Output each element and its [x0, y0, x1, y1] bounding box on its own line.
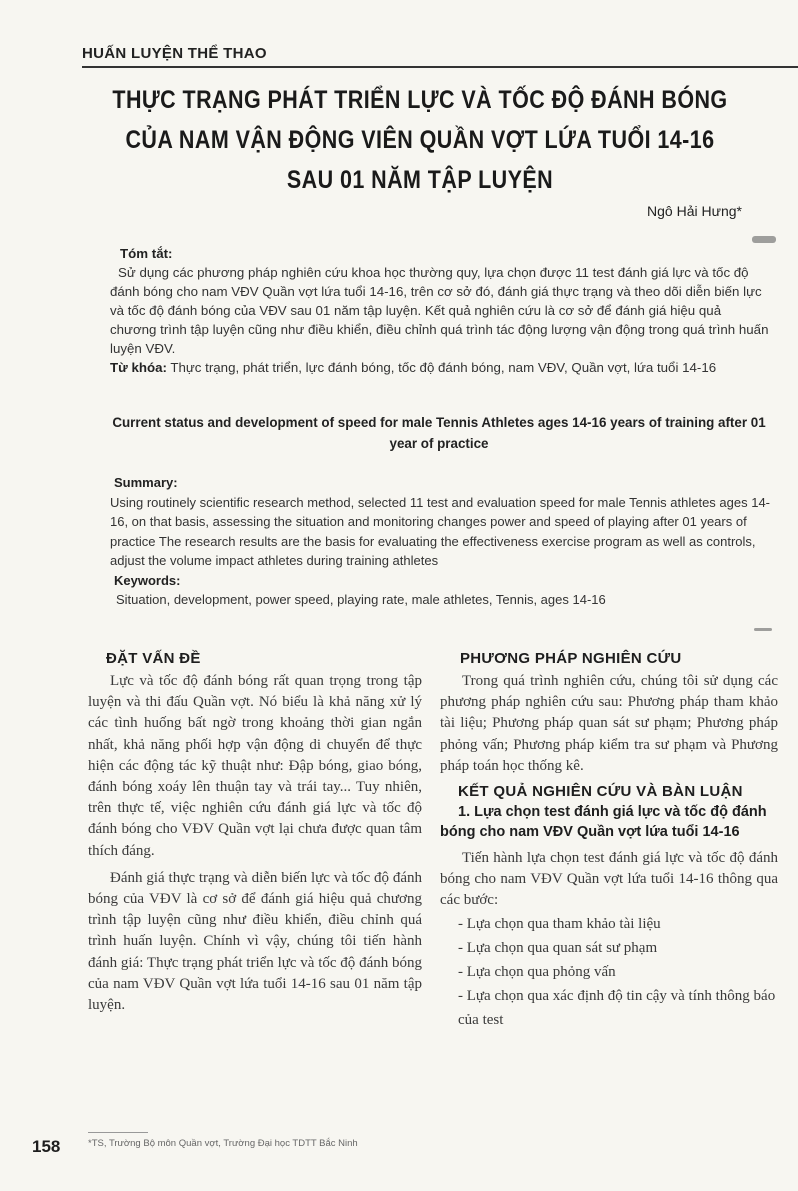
section-heading-methods: PHƯƠNG PHÁP NGHIÊN CỨU — [460, 650, 682, 667]
right-column — [440, 650, 778, 1032]
title-line-2: CỦA NAM VẬN ĐỘNG VIÊN QUẦN VỢT LỨA TUỔI 14-16 — [125, 126, 715, 154]
section-heading-intro: ĐẶT VẤN ĐỀ — [106, 650, 201, 667]
keywords-vi-text: Thực trạng, phát triển, lực đánh bóng, tốc độ đánh bóng, nam VĐV, Quần vợt, lứa tuổi 14-16 — [170, 360, 717, 375]
list-item: - Lựa chọn qua phỏng vấn — [458, 963, 616, 980]
english-title: Current status and development of speed for male Tennis Athletes ages 14-16 years of training after 01 year of practice — [112, 415, 766, 451]
abstract-vi — [110, 244, 770, 377]
selection-steps-list — [440, 912, 778, 1032]
intro-paragraph-1: Lực và tốc độ đánh bóng rất quan trọng trong tập luyện và thi đấu Quần vợt. Nó biểu là khả năng xử lý các tình huống bất ngờ trong khoảng thời gian ngắn nhất, khả năng phối hợp vận động di chuyển để thực hiện các động tác kỹ thuật như: Đập bóng, giao bóng, đánh bóng xoáy lên thuận tay và trái tay... Tuy nhiên, trên thực tế, việc nghiên cứu đánh giá lực và tốc độ đánh bóng cho VĐV Quần vợt lại chưa được quan tâm thích đáng. — [88, 673, 422, 859]
article-title — [110, 80, 729, 200]
footnote-rule — [88, 1132, 148, 1133]
section-label: HUẤN LUYỆN THỂ THAO — [82, 45, 267, 62]
summary-en — [110, 473, 770, 610]
results-paragraph: Tiến hành lựa chọn test đánh giá lực và tốc độ đánh bóng cho nam VĐV Quần vợt lứa tuổi 14-16 thông qua các bước: — [440, 850, 778, 909]
section-heading-results: KẾT QUẢ NGHIÊN CỨU VÀ BÀN LUẬN — [458, 783, 743, 801]
author: Ngô Hải Hưng* — [647, 203, 742, 219]
scan-mark-2 — [754, 628, 772, 631]
abstract-text: Sử dụng các phương pháp nghiên cứu khoa học thường quy, lựa chọn được 11 test đánh giá lực và tốc độ đánh bóng cho nam VĐV Quần vợt lứa tuổi 14-16, trên cơ sở đó, đánh giá thực trạng và theo dõi diễn biến lực và tốc độ đánh bóng của VĐV sau 01 năm tập luyện. Kết quả nghiên cứu là cơ sở để đánh giá hiệu quả chương trình tập luyện cũng như điều khiển, điều chỉnh quá trình tác động lượng vận động trong quá trình huấn luyện VĐV. — [110, 265, 769, 356]
header-rule — [82, 66, 798, 68]
page-number: 158 — [32, 1137, 61, 1156]
left-column — [88, 650, 422, 1016]
keywords-en-label: Keywords: — [114, 572, 181, 588]
methods-paragraph: Trong quá trình nghiên cứu, chúng tôi sử dụng các phương pháp nghiên cứu sau: Phương pháp tham khảo tài liệu; Phương pháp quan sát sư phạm; Phương pháp phỏng vấn; Phương pháp kiểm tra sư phạm và Phương pháp toán học thống kê. — [440, 673, 778, 774]
summary-label: Summary: — [114, 475, 178, 490]
intro-paragraph-2: Đánh giá thực trạng và diễn biến lực và tốc độ đánh bóng của VĐV là cơ sở để đánh giá hiệu quả chương trình tập luyện cũng như điều khiển, điều chỉnh quá trình huấn luyện. Chính vì vậy, chúng tôi tiến hành đánh giá: Thực trạng phát triển lực và tốc độ đánh bóng của nam VĐV Quần vợt lứa tuổi 14-16 sau 01 năm tập luyện. — [88, 869, 422, 1014]
scan-mark — [752, 236, 776, 243]
title-line-3: SAU 01 NĂM TẬP LUYỆN — [286, 166, 554, 194]
list-item: - Lựa chọn qua xác định độ tin cậy và tính thông báo của test — [458, 987, 776, 1028]
results-subheading: 1. Lựa chọn test đánh giá lực và tốc độ đánh bóng cho nam VĐV Quần vợt lứa tuổi 14-16 — [440, 804, 767, 841]
summary-text: Using routinely scientific research method, selected 11 test and evaluation speed for male Tennis athletes ages 14-16, on that basis, assessing the situation and monitoring changes power and speed of playing after 01 years of practice The research results are the basis for evaluating the effectiveness exercise program as well as controls, adjust the volume impact athletes during training athletes — [110, 494, 771, 568]
list-item: - Lựa chọn qua quan sát sư phạm — [458, 939, 658, 956]
keywords-en-text: Situation, development, power speed, playing rate, male athletes, Tennis, ages 14-16 — [116, 592, 606, 607]
title-line-1: THỰC TRẠNG PHÁT TRIỂN LỰC VÀ TỐC ĐỘ ĐÁNH BÓNG — [112, 86, 728, 114]
footnote: *TS, Trường Bộ môn Quần vợt, Trường Đại học TDTT Bắc Ninh — [88, 1138, 358, 1149]
keywords-vi-label: Từ khóa: — [110, 360, 167, 375]
abstract-label: Tóm tắt: — [120, 246, 173, 261]
list-item: - Lựa chọn qua tham khảo tài liệu — [458, 915, 661, 932]
